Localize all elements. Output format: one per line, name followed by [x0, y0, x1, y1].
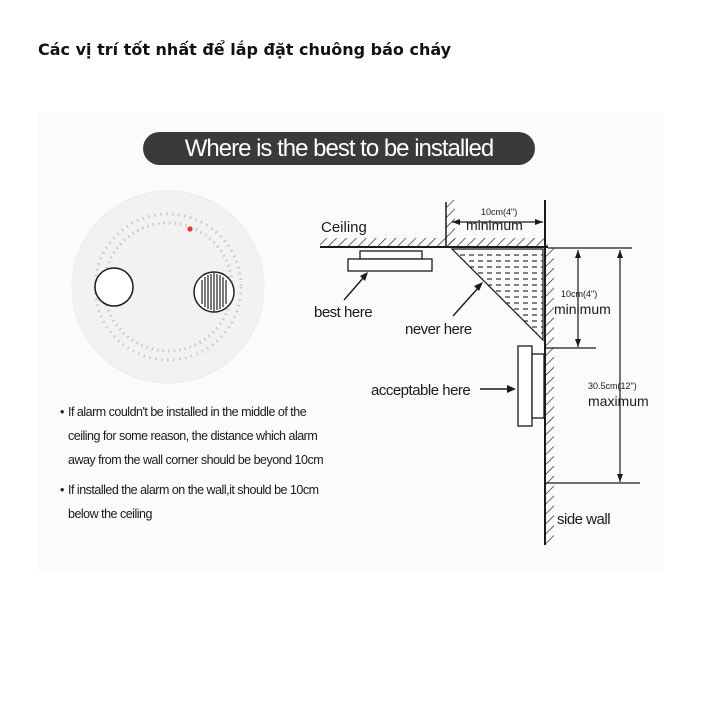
- bullet-icon: •: [60, 405, 64, 419]
- best-here-arrow: [344, 272, 368, 300]
- note-text: If alarm couldn't be installed in the middle of the ceiling for some reason, the distance which alarm away from the wall corner should be beyond 10cm: [68, 405, 324, 467]
- side-wall-label: side wall: [557, 511, 611, 528]
- page-heading: Các vị trí tốt nhất để lắp đặt chuông báo cháy: [38, 40, 452, 59]
- dim-side-label: minimum: [554, 301, 611, 317]
- acceptable-here-label: acceptable here: [371, 382, 471, 399]
- never-here-label: never here: [405, 321, 472, 338]
- acceptable-here-arrow: [480, 385, 516, 393]
- test-button-icon: [95, 268, 133, 306]
- note-text: If installed the alarm on the wall,it should be 10cm below the ceiling: [68, 483, 319, 521]
- dimension-maximum: [545, 248, 640, 483]
- wall-mounted-alarm: [518, 346, 544, 426]
- dim-top-value: 10cm(4"): [481, 207, 518, 217]
- note-item: [60, 400, 340, 472]
- dim-side-value: 10cm(4"): [561, 289, 598, 299]
- ceiling-mounted-alarm: [348, 251, 432, 271]
- diagram-title: Where is the best to be installed: [143, 132, 535, 165]
- ceiling-label: Ceiling: [321, 219, 367, 236]
- dim-max-value: 30.5cm(12"): [588, 381, 637, 391]
- ceiling-surface: [320, 238, 548, 247]
- indicator-led-icon: [187, 226, 192, 231]
- side-wall: [545, 200, 554, 545]
- ceiling-wall-top: [446, 200, 455, 247]
- never-here-arrow: [453, 282, 483, 316]
- dim-top-label: minimum: [466, 217, 523, 233]
- smoke-alarm-illustration: [72, 191, 264, 383]
- installation-notes: [60, 400, 340, 532]
- dim-max-label: maximum: [588, 393, 649, 409]
- note-item: [60, 478, 340, 526]
- speaker-grille-icon: [194, 272, 234, 312]
- best-here-label: best here: [314, 304, 373, 321]
- bullet-icon: •: [60, 483, 64, 497]
